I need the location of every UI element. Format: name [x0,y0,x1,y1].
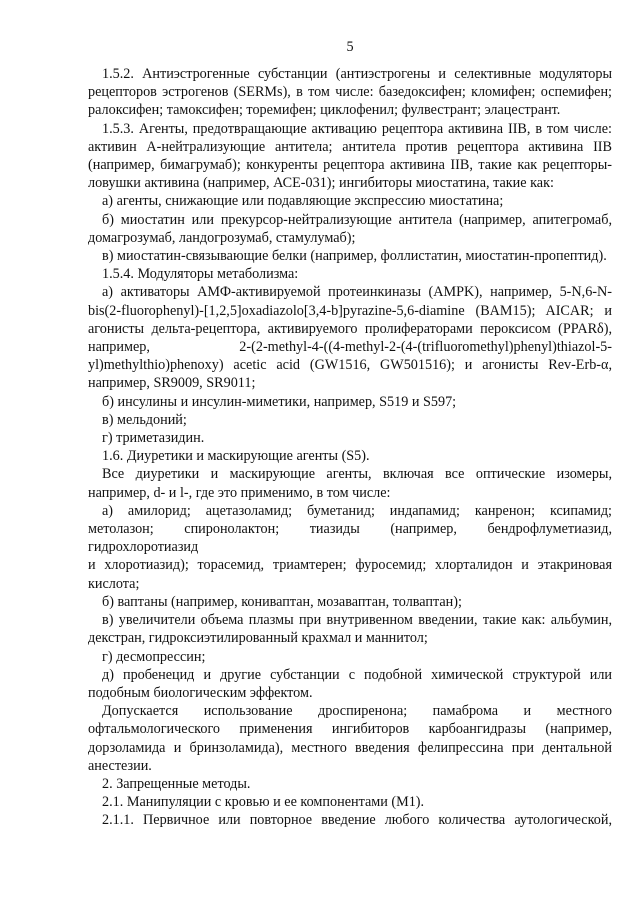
paragraph-2-heading: 2. Запрещенные методы. [102,775,251,792]
document-page [88,38,612,830]
paragraph-1-5-3: 1.5.3. Агенты, предотвращающие активацию рецептора активина IIB, в том числе: активин А-нейтрализующие антитела; антитела против рецептора активина IIB (например, бимагрумаб); конкуренты рецептора активина IIB, такие как рецепторы-ловушки активина (например, АСЕ-031); ингибиторы миостатина, такие как: [88,120,612,192]
page-number: 5 [346,39,354,55]
paragraph-all-diuretics: Все диуретики и маскирующие агенты, включая все оптические изомеры, например, d- и l-, где это применимо, в том числе: [88,466,612,501]
list-item-d-probenecid: д) пробенецид и другие субстанции с подобной химической структурой или подобным биологическим эффектом. [88,666,612,701]
paragraph-permitted-use: Допускается использование дроспиренона; памаброма и местного офтальмологического применения ингибиторов карбоангидразы (например, дорзоламида и бринзоламида), местного введения фелипрессина при дентальной анестезии. [88,703,612,774]
paragraph-2-1-1: 2.1.1. Первичное или повторное введение любого количества аутологической, [102,812,612,829]
list-item-g-desmopressin: г) десмопрессин; [102,648,206,665]
list-item-b-vaptans: б) ваптаны (например, кониваптан, мозаваптан, толваптан); [102,593,462,610]
list-item-a-diuretics-part-2: и хлоротиазид); торасемид, триамтерен; фуросемид; хлорталидон и этакриновая кислота; [88,557,612,592]
paragraph-1-5-2: 1.5.2. Антиэстрогенные субстанции (антиэстрогены и селективные модуляторы рецепторов эстрогенов (SERMs), в том числе: базедоксифен; кломифен; оспемифен; ралоксифен; тамоксифен; торемифен; циклофенил; фулвестрант; элацестрант. [88,66,612,119]
list-item-v-meldonium: в) мельдоний; [102,411,187,428]
list-item-v-binding-proteins: в) миостатин-связывающие белки (например, фоллистатин, миостатин-пропептид). [102,248,607,265]
list-item-g-trimetazidine: г) триметазидин. [102,430,205,447]
paragraph-2-1-heading: 2.1. Манипуляции с кровью и ее компонентами (М1). [102,794,425,811]
paragraph-1-5-4-heading: 1.5.4. Модуляторы метаболизма: [102,266,299,283]
list-item-a-ampk-activators: а) активаторы АМФ-активируемой протеинкиназы (AMPK), например, 5-N,6-N-bis(2-fluorophenyl)-[1,2,5]oxadiazolo[3,4-b]pyrazine-5,6-diamine (BAM15); AICAR; и агонисты дельта-рецептора, активируемого пролифераторами пероксисом (PPARδ), например, 2-(2-methyl-4-((4-methyl-2-(4-(trifluoromethyl)phenyl)thiazol-5-yl)methylthio)phenoxy) acetic acid (GW1516, GW501516); и агонисты Rev-Erb-α, например, SR9009, SR9011; [88,284,612,392]
list-item-v-plasma-expanders: в) увеличители объема плазмы при внутривенном введении, такие как: альбумин, декстран, гидроксиэтилированный крахмал и маннитол; [88,612,612,647]
list-item-a-myostatin-agents: а) агенты, снижающие или подавляющие экспрессию миостатина; [102,193,504,210]
list-item-b-antibodies: б) миостатин или прекурсор-нейтрализующие антитела (например, апитегромаб, домагрозумаб, ландогрозумаб, стамулумаб); [88,211,612,246]
list-item-a-diuretics-part-1: а) амилорид; ацетазоламид; буметанид; индапамид; канренон; ксипамид; метолазон; спиронолактон; тиазиды (например, бендрофлуметиазид, гидрохлоротиазид [88,502,612,556]
paragraph-1-6-heading: 1.6. Диуретики и маскирующие агенты (S5). [102,448,370,465]
list-item-b-insulins: б) инсулины и инсулин-миметики, например, S519 и S597; [102,393,457,410]
